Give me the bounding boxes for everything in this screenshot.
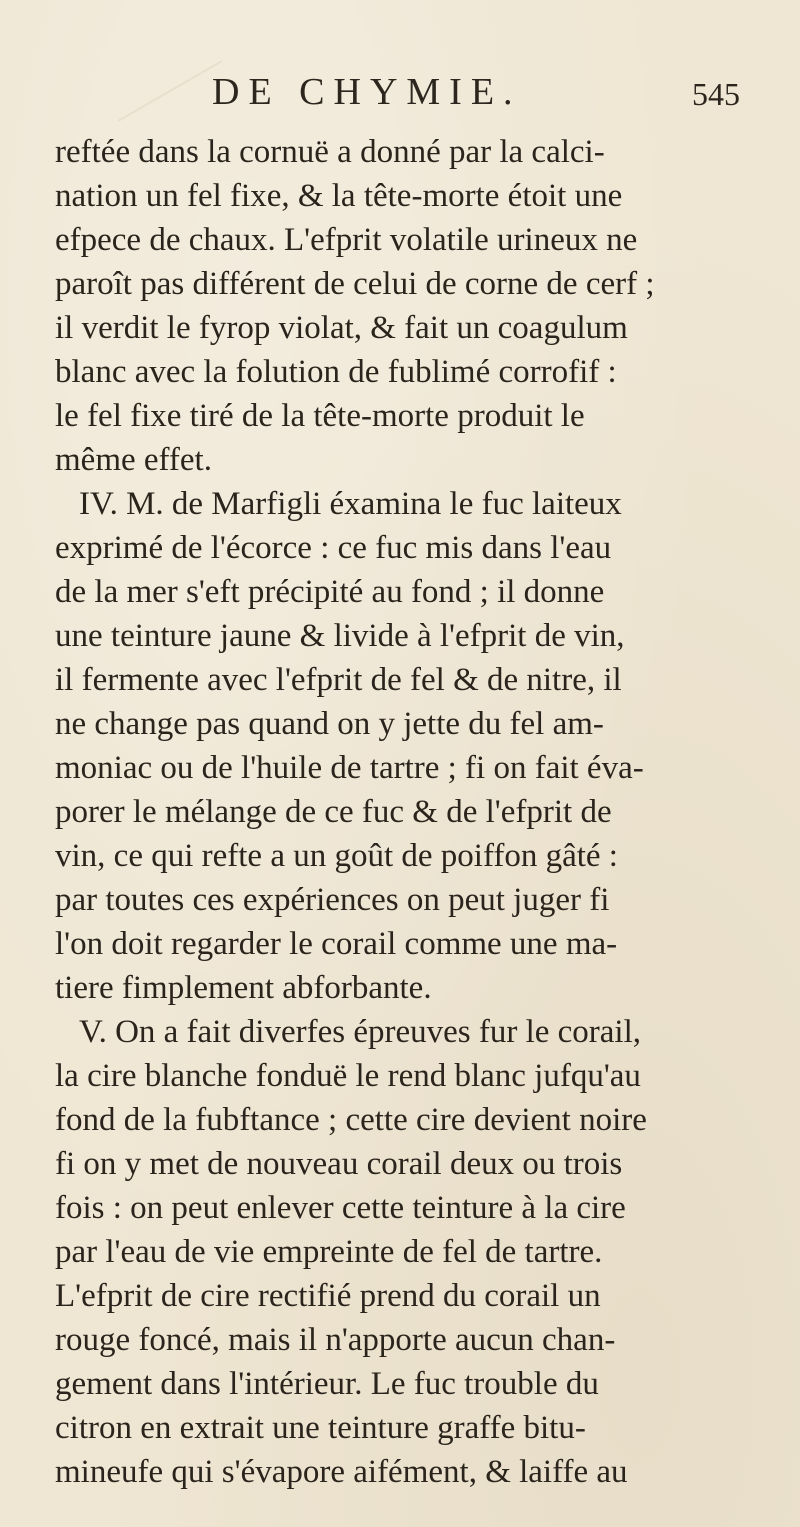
text-line: par toutes ces expériences on peut juger fi [55, 882, 610, 918]
text-line: reftée dans la cornuë a donné par la calci- [55, 134, 605, 170]
text-line: par l'eau de vie empreinte de fel de tartre. [55, 1234, 603, 1270]
text-line: mineufe qui s'évapore aifément, & laiffe au [55, 1454, 628, 1490]
text-line: exprimé de l'écorce : ce fuc mis dans l'eau [55, 530, 612, 566]
paragraph-start-line: V. On a fait diverfes épreuves fur le corail, [79, 1014, 641, 1050]
text-line: paroît pas différent de celui de corne de cerf ; [55, 266, 655, 302]
paragraph-start-line: IV. M. de Marfigli éxamina le fuc laiteux [79, 486, 622, 522]
text-line: fond de la fubftance ; cette cire devient noire [55, 1102, 647, 1138]
text-line: fois : on peut enlever cette teinture à la cire [55, 1190, 626, 1226]
text-line: vin, ce qui refte a un goût de poiffon gâté : [55, 838, 618, 874]
text-line: fi on y met de nouveau corail deux ou trois [55, 1146, 623, 1182]
page-number: 545 [692, 76, 740, 112]
text-line: blanc avec la folution de fublimé corrofif : [55, 354, 617, 390]
text-line: tiere fimplement abforbante. [55, 970, 432, 1006]
text-line: citron en extrait une teinture graffe bitu- [55, 1410, 586, 1446]
text-line: une teinture jaune & livide à l'efprit de vin, [55, 618, 625, 654]
text-line: il verdit le fyrop violat, & fait un coagulum [55, 310, 628, 346]
text-line: porer le mélange de ce fuc & de l'efprit de [55, 794, 612, 830]
text-line: l'on doit regarder le corail comme une ma- [55, 926, 618, 962]
text-line: ne change pas quand on y jette du fel am- [55, 706, 604, 742]
text-line: nation un fel fixe, & la tête-morte étoit une [55, 178, 623, 214]
text-line: même effet. [55, 442, 212, 478]
page-header [0, 70, 800, 120]
text-line: la cire blanche fonduë le rend blanc jufqu'au [55, 1058, 641, 1094]
running-title: DE CHYMIE. [212, 71, 522, 113]
text-line: il fermente avec l'efprit de fel & de nitre, il [55, 662, 622, 698]
text-line: gement dans l'intérieur. Le fuc trouble du [55, 1366, 599, 1402]
text-line: L'efprit de cire rectifié prend du corail un [55, 1278, 601, 1314]
text-line: le fel fixe tiré de la tête-morte produit le [55, 398, 585, 434]
text-line: de la mer s'eft précipité au fond ; il donne [55, 574, 605, 610]
text-line: efpece de chaux. L'efprit volatile urineux ne [55, 222, 638, 258]
text-line: moniac ou de l'huile de tartre ; fi on fait éva- [55, 750, 644, 786]
text-line: rouge foncé, mais il n'apporte aucun chan- [55, 1322, 616, 1358]
